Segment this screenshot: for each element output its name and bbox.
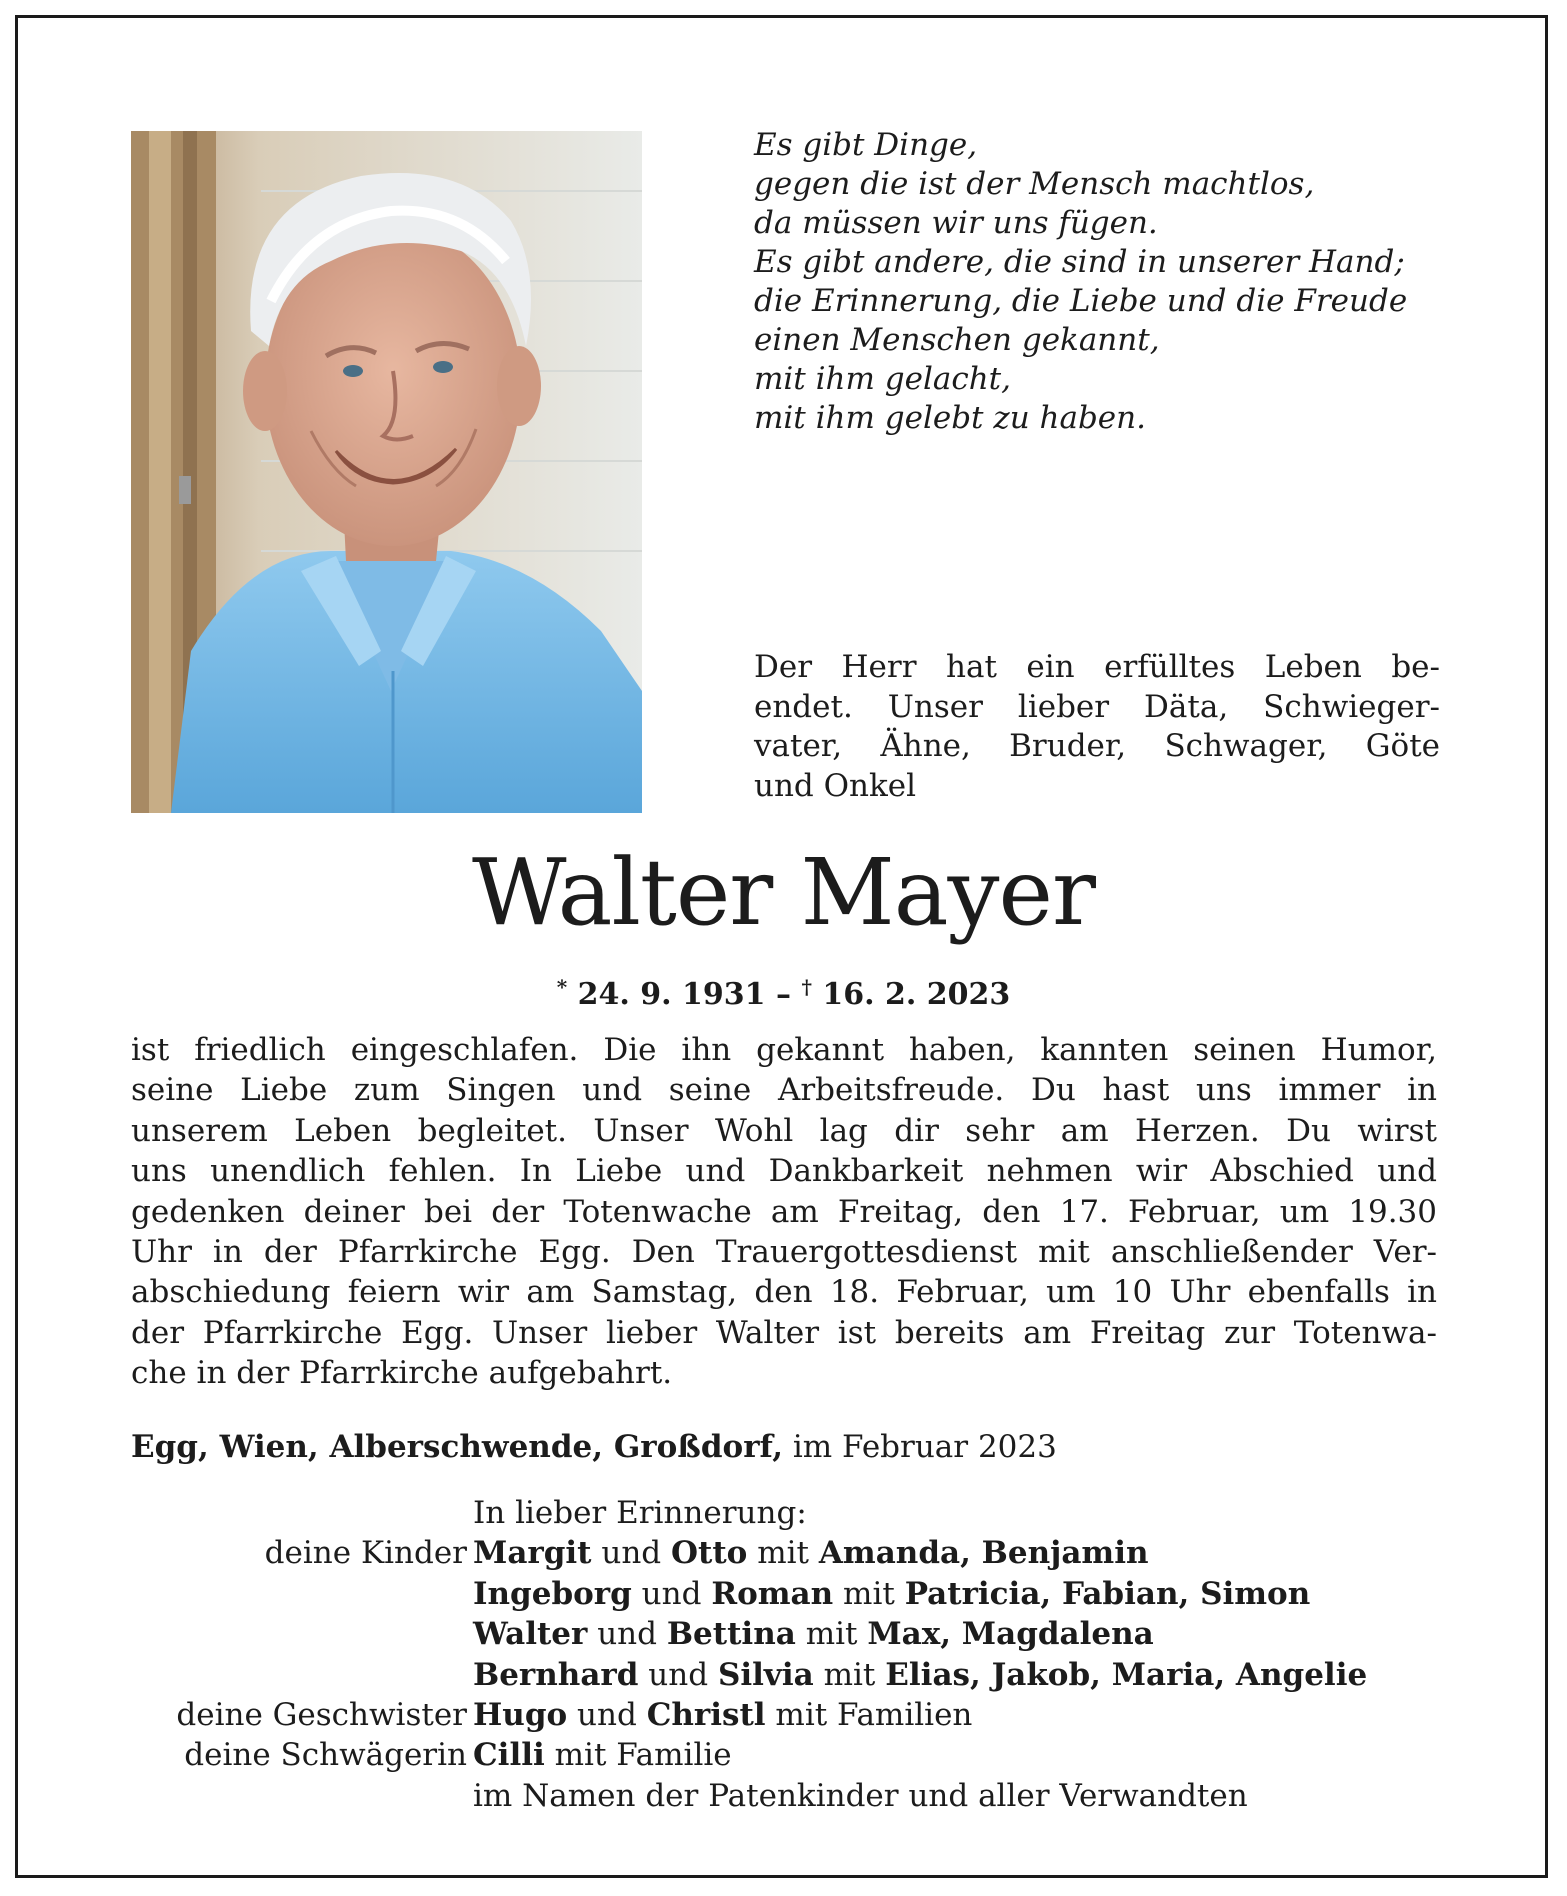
sibling-name: Christl xyxy=(646,1697,766,1734)
portrait-illustration xyxy=(131,131,642,813)
children-row xyxy=(131,1614,1451,1654)
with-word: mit xyxy=(843,1575,895,1612)
with-word: mit xyxy=(823,1656,876,1693)
poem-line: mit ihm gelacht, xyxy=(754,361,1011,397)
date-separator: – xyxy=(776,977,791,1012)
intro-line: vater, Ähne, Bruder, Schwager, Göte xyxy=(754,728,1440,764)
body-line: unserem Leben begleitet. Unser Wohl lag dir sehr am Herzen. Du wirst xyxy=(131,1112,1437,1149)
child-name: Walter xyxy=(473,1616,588,1653)
signatures xyxy=(131,1493,1451,1816)
place-date xyxy=(131,1427,1437,1467)
poem-line: die Erinnerung, die Liebe und die Freude xyxy=(754,283,1408,319)
body-line: der Pfarrkirche Egg. Unser lieber Walter ist bereits am Freitag zur Totenwa- xyxy=(131,1314,1437,1351)
and-word: und xyxy=(641,1575,702,1612)
child-name: Bernhard xyxy=(473,1656,639,1693)
body-line: gedenken deiner bei der Totenwache am Freitag, den 17. Februar, um 19.30 xyxy=(131,1193,1437,1230)
body-line: che in der Pfarrkirche aufgebahrt. xyxy=(131,1355,673,1392)
body-line: Uhr in der Pfarrkirche Egg. Den Trauergottesdienst mit anschließender Ver- xyxy=(131,1234,1437,1271)
with-word: mit xyxy=(757,1535,809,1572)
and-word: und xyxy=(597,1616,657,1653)
intro-text xyxy=(754,648,1440,806)
death-symbol: † xyxy=(801,975,812,999)
grandchildren: Elias, Jakob, Maria, Angelie xyxy=(885,1656,1368,1693)
poem-line: mit ihm gelebt zu haben. xyxy=(754,400,1146,436)
sister-in-law-name: Cilli xyxy=(473,1737,545,1774)
siblings-rest: mit Familien xyxy=(775,1697,973,1734)
partner-name: Otto xyxy=(671,1535,748,1572)
poem xyxy=(754,126,1474,438)
children-label: deine Kinder xyxy=(264,1535,467,1572)
deceased-name: Walter Mayer xyxy=(472,839,1095,946)
children-row xyxy=(131,1655,1451,1695)
birth-date: 24. 9. 1931 xyxy=(577,977,766,1012)
sister-in-law-row xyxy=(131,1735,1451,1775)
grandchildren: Max, Magdalena xyxy=(867,1616,1154,1653)
body-line: uns unendlich fehlen. In Liebe und Dankbarkeit nehmen wir Abschied und xyxy=(131,1153,1437,1190)
poem-line: Es gibt andere, die sind in unserer Hand; xyxy=(754,244,1405,280)
body-line: ist friedlich eingeschlafen. Die ihn gekannt haben, kannten seinen Humor, xyxy=(131,1032,1437,1068)
partner-name: Silvia xyxy=(717,1656,814,1693)
children-row xyxy=(131,1533,1451,1573)
places: Egg, Wien, Alberschwende, Großdorf, xyxy=(131,1429,783,1465)
intro-line: Der Herr hat ein erfülltes Leben be- xyxy=(754,649,1440,685)
siblings-row xyxy=(131,1695,1451,1735)
body-line: seine Liebe zum Singen und seine Arbeitsfreude. Du hast uns immer in xyxy=(131,1072,1437,1109)
sister-in-law-rest: mit Familie xyxy=(554,1737,732,1774)
poem-line: Es gibt Dinge, xyxy=(754,127,978,163)
siblings-label: deine Geschwister xyxy=(176,1697,467,1734)
partner-name: Roman xyxy=(711,1575,834,1612)
sibling-name: Hugo xyxy=(473,1697,568,1734)
place-month: im Februar 2023 xyxy=(792,1429,1057,1465)
closing-line: im Namen der Patenkinder und aller Verwandten xyxy=(473,1777,1248,1814)
and-word: und xyxy=(577,1697,637,1734)
life-dates xyxy=(0,967,1567,1015)
obituary-body xyxy=(131,1030,1437,1394)
sister-in-law-label: deine Schwägerin xyxy=(184,1737,467,1774)
children-row xyxy=(131,1574,1451,1614)
intro-line: und Onkel xyxy=(754,767,917,804)
child-name: Margit xyxy=(473,1535,592,1572)
poem-line: da müssen wir uns fügen. xyxy=(754,205,1158,241)
and-word: und xyxy=(601,1535,662,1572)
and-word: und xyxy=(648,1656,709,1693)
signatures-heading: In lieber Erinnerung: xyxy=(473,1495,807,1531)
death-date: 16. 2. 2023 xyxy=(822,977,1011,1012)
body-line: abschiedung feiern wir am Samstag, den 18. Februar, um 10 Uhr ebenfalls in xyxy=(131,1274,1437,1311)
partner-name: Bettina xyxy=(666,1616,796,1653)
with-word: mit xyxy=(805,1616,858,1653)
portrait-photo xyxy=(131,131,642,813)
child-name: Ingeborg xyxy=(473,1575,632,1612)
intro-line: endet. Unser lieber Däta, Schwieger- xyxy=(754,688,1440,725)
grandchildren: Patricia, Fabian, Simon xyxy=(904,1575,1311,1612)
birth-symbol: * xyxy=(556,975,568,999)
poem-line: einen Menschen gekannt, xyxy=(754,322,1160,358)
grandchildren: Amanda, Benjamin xyxy=(818,1535,1149,1572)
poem-line: gegen die ist der Mensch machtlos, xyxy=(754,166,1315,202)
